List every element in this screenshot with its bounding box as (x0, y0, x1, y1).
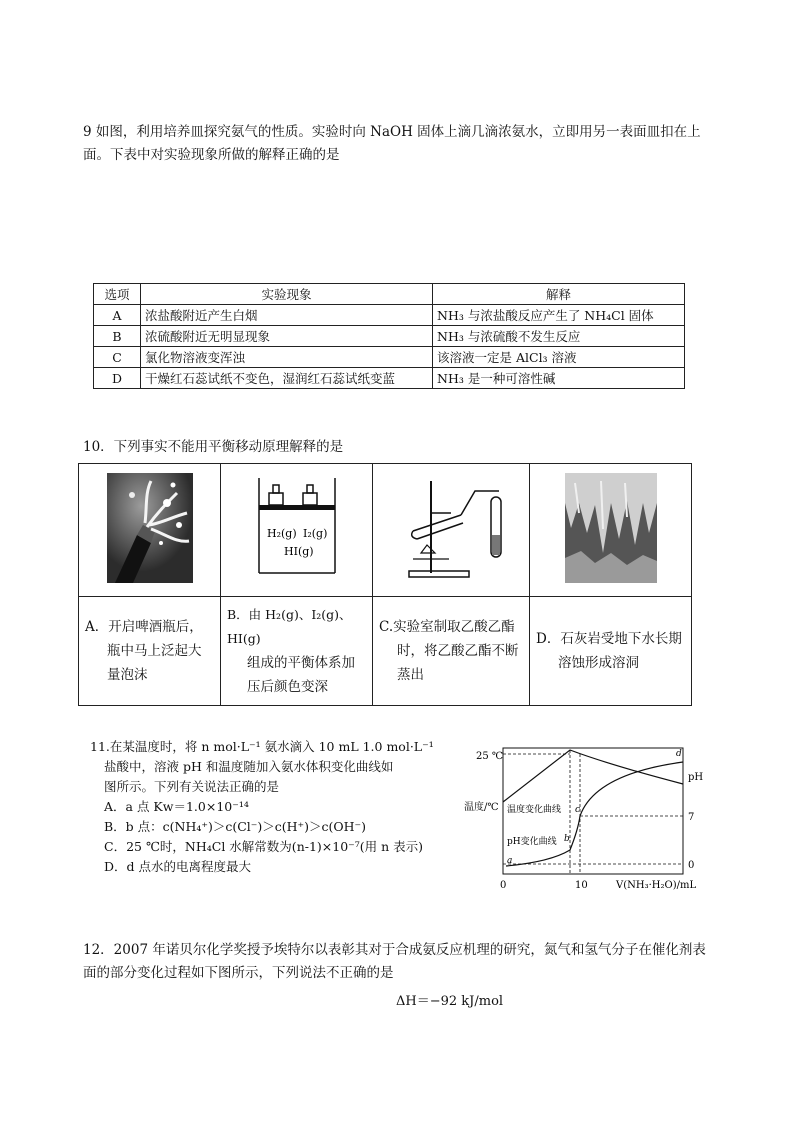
q9-table (93, 283, 685, 389)
point-c-label: c (575, 805, 581, 815)
table-row (79, 597, 692, 706)
option-b-line3: 压后颜色变深 (247, 679, 328, 695)
q11-option-a: A．a 点 Kᴡ＝1.0×10⁻¹⁴ (104, 799, 249, 814)
distillation-apparatus-icon (391, 473, 511, 583)
q11-option-d: D．d 点水的电离程度最大 (104, 859, 251, 874)
ph-curve-label: pH变化曲线 (507, 837, 557, 847)
x-axis-10: 10 (575, 880, 588, 891)
option-b (221, 597, 373, 706)
q9-stem-line1: 9 如图，利用培养皿探究氨气的性质。实验时向 NaOH 固体上滴几滴浓氨水，立即用另一表面皿扣在上 (83, 124, 701, 140)
x-axis-zero: 0 (500, 880, 507, 891)
cave-image-cell (530, 464, 692, 597)
champagne-bottle-icon (107, 473, 193, 583)
q12-enthalpy: ΔH＝−92 kJ/mol (396, 994, 504, 1009)
option-a (79, 597, 221, 706)
q10-stem: 10．下列事实不能用平衡移动原理解释的是 (83, 439, 344, 455)
option-d-line2: 溶蚀形成溶洞 (558, 655, 639, 671)
ph-7-label: 7 (688, 812, 695, 823)
table-cell: NH₃ 与浓盐酸反应产生了 NH₄Cl 固体 (433, 305, 685, 326)
ester-apparatus-cell (373, 464, 530, 597)
i2-label: I₂(g) (302, 527, 327, 540)
table-cell: B (94, 326, 141, 347)
point-a-label: a (507, 856, 513, 866)
option-c-line1: C.实验室制取乙酸乙酯 (379, 619, 515, 635)
q11-line3: 图所示。下列有关说法正确的是 (104, 779, 280, 794)
table-cell: 干燥红石蕊试纸不变色，湿润红石蕊试纸变蓝 (141, 368, 433, 389)
option-c-line3: 蒸出 (397, 667, 424, 683)
table-row (94, 305, 685, 326)
x-axis-label: V(NH₃·H₂O)/mL (616, 880, 697, 891)
table-header-cell: 解释 (433, 284, 685, 305)
ph-axis-label: pH (688, 772, 704, 783)
q9-stem-line2: 面。下表中对实验现象所做的解释正确的是 (83, 147, 340, 163)
table-cell: 该溶液一定是 AlCl₃ 溶液 (433, 347, 685, 368)
table-cell: D (94, 368, 141, 389)
option-b-line1: B．由 H₂(g)、I₂(g)、HI(g) (227, 607, 352, 646)
ph-0-label: 0 (688, 860, 695, 871)
table-cell: 氯化物溶液变浑浊 (141, 347, 433, 368)
h2-label: H₂(g) (266, 527, 297, 540)
table-cell: A (94, 305, 141, 326)
table-header-cell: 选项 (94, 284, 141, 305)
ph-temperature-graph (460, 740, 710, 892)
hi-label: HI(g) (283, 545, 314, 558)
y-axis-label: 温度/℃ (464, 802, 499, 813)
table-cell: C (94, 347, 141, 368)
table-row (79, 464, 692, 597)
table-row (94, 326, 685, 347)
q12-line2: 面的部分变化过程如下图所示，下列说法不正确的是 (83, 965, 394, 981)
option-a-line1: A．开启啤酒瓶后， (85, 619, 203, 635)
option-c (373, 597, 530, 706)
q12-line1: 12．2007 年诺贝尔化学奖授予埃特尔以表彰其对于合成氨反应机理的研究，氮气和氢气分子在催化剂表 (83, 942, 706, 958)
table-cell: NH₃ 与浓硫酸不发生反应 (433, 326, 685, 347)
table-header-cell: 实验现象 (141, 284, 433, 305)
point-d-label: d (676, 749, 682, 759)
table-cell: NH₃ 是一种可溶性碱 (433, 368, 685, 389)
option-a-line2: 瓶中马上泛起大 (107, 643, 202, 659)
option-a-line3: 量泡沫 (107, 667, 148, 683)
temp-curve-label: 温度变化曲线 (507, 805, 562, 815)
point-b-label: b (564, 834, 570, 844)
q11-option-b: B．b 点：c(NH₄⁺)＞c(Cl⁻)＞c(H⁺)＞c(OH⁻) (104, 819, 367, 834)
temp-25-label: 25 ℃ (476, 751, 504, 762)
table-row (94, 368, 685, 389)
table-cell: 浓硫酸附近无明显现象 (141, 326, 433, 347)
table-row (94, 347, 685, 368)
option-d (530, 597, 692, 706)
option-b-line2: 组成的平衡体系加 (247, 655, 355, 671)
piston-cylinder-icon (247, 473, 347, 583)
option-d-line1: D．石灰岩受地下水长期 (536, 631, 682, 647)
q11-line2: 盐酸中，溶液 pH 和温度随加入氨水体积变化曲线如 (104, 759, 394, 774)
cave-stalactite-icon (565, 473, 657, 583)
q11-option-c: C．25 ℃时，NH₄Cl 水解常数为(n-1)×10⁻⁷(用 n 表示) (104, 839, 424, 854)
equilibrium-figure-cell (221, 464, 373, 597)
option-c-line2: 时，将乙酸乙酯不断 (397, 643, 519, 659)
q10-table (78, 463, 692, 706)
table-row (94, 284, 685, 305)
table-cell: 浓盐酸附近产生白烟 (141, 305, 433, 326)
q11-line1: 11.在某温度时，将 n mol·L⁻¹ 氨水滴入 10 mL 1.0 mol·L⁻¹ (90, 739, 434, 754)
champagne-image-cell (79, 464, 221, 597)
